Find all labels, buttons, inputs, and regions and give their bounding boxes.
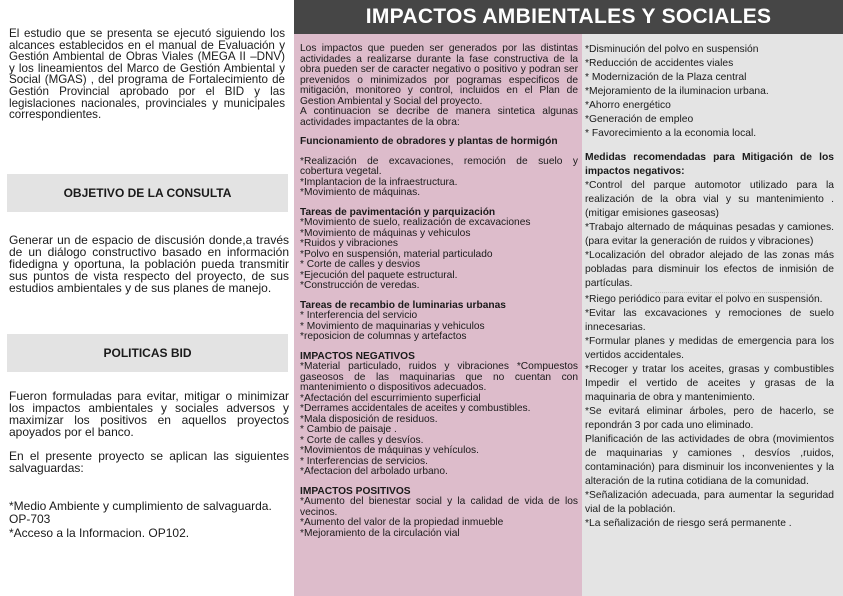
list-item: *Polvo en suspensión, material particulado	[300, 248, 493, 260]
list-item: *Evitar las excavaciones y remociones de suelo innecesarias.	[585, 308, 834, 333]
objetivo-heading	[7, 174, 288, 212]
list-item: *Movimiento de máquinas.	[300, 187, 421, 198]
right-column	[585, 43, 834, 531]
section-title-pavimentacion: Tareas de pavimentación y parquización	[300, 206, 496, 218]
list-item: * Movimiento de maquinarias y vehiculos	[300, 320, 485, 332]
list-item: *reposicion de columnas y artefactos	[300, 331, 467, 342]
list-item: *Construcción de veredas.	[300, 280, 420, 291]
section-title-obradores: Funcionamiento de obradores y plantas de hormigón	[300, 136, 558, 147]
section-title-negativos: IMPACTOS NEGATIVOS	[300, 350, 415, 362]
list-item: Planificación de las actividades de obra (movimientos de maquinarias y camiones , desvíos ,ruidos, contaminación) para disminuir los inconvenientes y la alteración de la rutina cotidiana de la comunidad.	[585, 434, 834, 487]
list-item: *Derrames accidentales de aceites y combustibles.	[300, 403, 531, 414]
page-title: IMPACTOS AMBIENTALES Y SOCIALES	[365, 5, 772, 28]
list-item: * Corte de calles y desvíos.	[300, 434, 424, 446]
list-item: *Mala disposición de residuos.	[300, 413, 438, 425]
list-item: * Modernización de la Plaza central	[585, 72, 747, 83]
list-item: *Recoger y tratar los aceites, grasas y combustibles Impedir el vertido de aceites y grasas de la maquinaria de obra y mantenimiento.	[585, 364, 834, 403]
list-item: *Control del parque automotor utilizado para la realización de la obra vial y su mantenimiento . (mitigar emisiones gaseosas)	[585, 180, 834, 219]
list-item: *Reducción de accidentes viales	[585, 58, 734, 69]
list-item: *Señalización adecuada, para aumentar la seguridad vial de la población.	[585, 490, 834, 515]
list-item: *Mejoramiento de la iluminacion urbana.	[585, 86, 769, 97]
impacts-intro: Los impactos que pueden ser generados por las distintas actividades a realizarse durante la fase constructiva de la obra pueden ser de caracter negativo o positivo y podran ser prevenidos o minimizados por pogramas especificos de mitigación, monitoreo y control, incluidos en el Plan de Gestion Ambiental y Social del proyecto.	[300, 43, 578, 107]
politicas-heading	[7, 334, 288, 372]
list-item: * Favorecimiento a la economia local.	[585, 128, 757, 139]
list-item: * Interferencia del servicio	[300, 310, 418, 321]
list-item: * Corte de calles y desvios	[300, 259, 421, 270]
list-item: *Ejecución del paquete estructural.	[300, 269, 458, 281]
list-item: *Formular planes y medidas de emergencia para los vertidos accidentales.	[585, 336, 834, 361]
intro-paragraph: El estudio que se presenta se ejecutó siguiendo los alcances establecidos en el manual de Evaluación y Gestión Ambiental de Obras Viales (MEGA II –DNV) y los lineamientos del Marco de Gestión Ambiental y Social (MGAS) , del programa de Fortalecimiento de Gestión Provincial aprobado por el BID y las legislaciones nacionales, provinciales y municipales correspondientes.	[9, 27, 285, 122]
objetivo-title: OBJETIVO DE LA CONSULTA	[63, 186, 232, 200]
list-item: *Riego periódico para evitar el polvo en suspensión.	[585, 294, 823, 305]
list-item: *Movimiento de máquinas y vehiculos	[300, 227, 471, 239]
list-item: *Afectación del escurrimiento superficial	[300, 392, 481, 404]
list-item: * Interferencias de servicios.	[300, 455, 428, 467]
salvaguarda-item: *Acceso a la Informacion. OP102.	[9, 526, 190, 540]
list-item: *Movimientos de máquinas y vehículos.	[300, 445, 479, 456]
left-column	[0, 0, 294, 596]
objetivo-paragraph: Generar un de espacio de discusión donde,a través de un diálogo constructivo basado en información fidedigna y oportuna, la población pueda transmitir sus puntos de vista respecto del proyecto, de sus estudios ambientales y de sus planes de manejo.	[9, 233, 289, 295]
politicas-paragraph-1: Fueron formuladas para evitar, mitigar o minimizar los impactos ambientales y sociales adversos y maximizar los positivos en aquellos proyectos apoyados por el banco.	[9, 389, 289, 439]
list-item: *Generación de empleo	[585, 114, 694, 125]
list-item: *La señalización de riesgo será permanente .	[585, 518, 792, 529]
list-item: *Aumento del valor de la propiedad inmueble	[300, 517, 504, 528]
list-item: *Disminución del polvo en suspensión	[585, 44, 759, 55]
list-item: *Movimiento de suelo, realización de excavaciones	[300, 217, 531, 228]
salvaguarda-item: *Medio Ambiente y cumplimiento de salvaguarda. OP-703	[9, 499, 272, 526]
list-item: *Aumento del bienestar social y la calidad de vida de los vecinos.	[300, 496, 578, 518]
list-item: *Localización del obrador alejado de las zonas más pobladas para disminuir los efectos de inmisión de partículas.	[585, 250, 834, 289]
section-title-mitigacion: Medidas recomendadas para Mitigación de los impactos negativos:	[585, 152, 834, 177]
list-item: *Material particulado, ruidos y vibraciones *Compuestos gaseosos de las maquinarias que no cuentan con mantenimiento o dispositivos adecuados.	[300, 361, 578, 393]
section-title-luminarias: Tareas de recambio de luminarias urbanas	[300, 299, 506, 311]
list-item: *Trabajo alternado de máquinas pesadas y camiones.(para evitar la generación de ruidos y vibraciones)	[585, 222, 834, 247]
middle-column	[300, 44, 578, 539]
list-item: *Ruidos y vibraciones	[300, 238, 398, 249]
list-item: *Se evitará eliminar árboles, pero de hacerlo, se repondrán 3 por cada uno eliminado.	[585, 406, 834, 431]
impacts-intro-2: A continuacion se decribe de manera sintetica algunas actividades impactantes de la obra:	[300, 106, 578, 128]
list-item: *Implantacion de la infraestructura.	[300, 176, 458, 188]
politicas-title: POLITICAS BID	[103, 346, 192, 360]
list-item: *Realización de excavaciones, remoción de suelo y cobertura vegetal.	[300, 155, 578, 177]
list-item: *Mejoramiento de la circulación vial	[300, 527, 460, 539]
list-item: *Afectacion del arbolado urbano.	[300, 466, 448, 477]
section-title-positivos: IMPACTOS POSITIVOS	[300, 485, 411, 497]
list-item: * Cambio de paisaje .	[300, 424, 397, 435]
politicas-paragraph-2: En el presente proyecto se aplican las siguientes salvaguardas:	[9, 449, 289, 475]
page-title-bar	[294, 0, 843, 34]
list-item: *Ahorro energético	[585, 100, 671, 111]
